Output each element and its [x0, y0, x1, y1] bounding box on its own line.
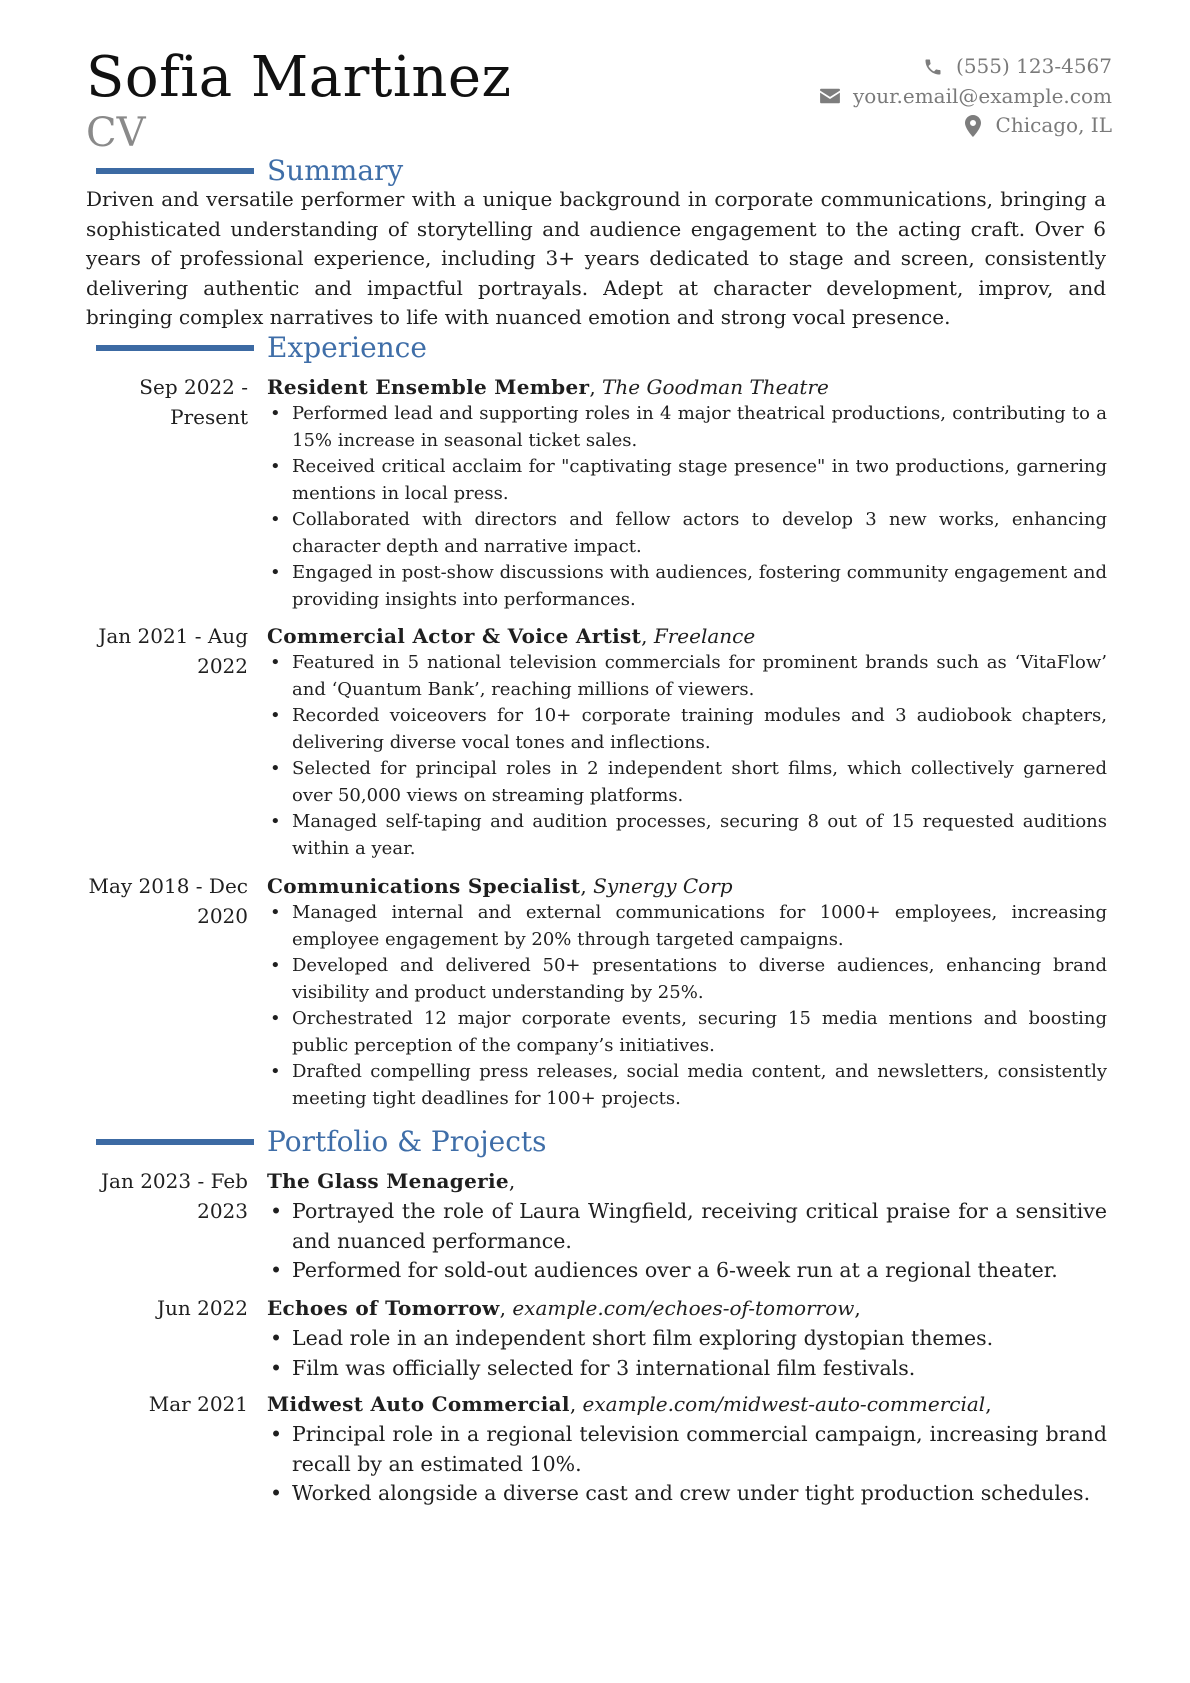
experience-section-header: [0, 328, 1190, 368]
project-title: Midwest Auto Commercial: [267, 1392, 570, 1416]
list-item: • Principal role in a regional television commercial campaign, increasing brand recall by an estimated 10%.: [267, 1420, 1107, 1479]
experience-org: The Goodman Theatre: [602, 375, 829, 399]
experience-heading: Resident Ensemble Member, The Goodman Theatre: [267, 375, 829, 399]
contact-block: [612, 52, 1112, 141]
list-item: • Selected for principal roles in 2 independent short films, which collectively garnered over 50,000 views on streaming platforms.: [267, 756, 1107, 809]
contact-phone-row: [612, 52, 1112, 82]
project-title: Echoes of Tomorrow: [267, 1296, 500, 1320]
project-heading: Midwest Auto Commercial, example.com/midwest-auto-commercial,: [267, 1392, 992, 1416]
document-subtitle: CV: [86, 110, 146, 156]
experience-org: Freelance: [653, 624, 756, 648]
section-accent-bar: [96, 1139, 254, 1145]
experience-date: May 2018 - Dec 2020: [88, 874, 248, 928]
experience-heading: Commercial Actor & Voice Artist, Freelance: [267, 624, 756, 648]
list-item: • Portrayed the role of Laura Wingfield, receiving critical praise for a sensitive and nuanced performance.: [267, 1197, 1107, 1256]
list-item: • Film was officially selected for 3 international film festivals.: [267, 1354, 1107, 1384]
list-item: • Engaged in post-show discussions with audiences, fostering community engagement and providing insights into performances.: [267, 560, 1107, 613]
list-item: • Received critical acclaim for "captivating stage presence" in two productions, garnering mentions in local press.: [267, 454, 1107, 507]
contact-location: Chicago, IL: [995, 113, 1112, 137]
experience-org: Synergy Corp: [593, 874, 733, 898]
list-item: • Managed internal and external communications for 1000+ employees, increasing employee engagement by 20% through targeted campaigns.: [267, 900, 1107, 953]
list-item: • Developed and delivered 50+ presentations to diverse audiences, enhancing brand visibility and product understanding by 25%.: [267, 953, 1107, 1006]
envelope-icon: [817, 87, 843, 105]
experience-role: Commercial Actor & Voice Artist: [267, 624, 642, 648]
phone-icon: [920, 57, 946, 77]
map-marker-icon: [960, 115, 986, 137]
contact-location-row: [612, 111, 1112, 141]
project-bullets: [267, 1324, 1107, 1383]
experience-date: Jan 2021 - Aug 2022: [98, 624, 248, 678]
list-item: • Performed lead and supporting roles in 4 major theatrical productions, contributing to a 15% increase in seasonal ticket sales.: [267, 401, 1107, 454]
project-link[interactable]: example.com/midwest-auto-commercial: [582, 1392, 986, 1416]
experience-role: Communications Specialist: [267, 874, 581, 898]
summary-text: Driven and versatile performer with a unique background in corporate communications, bringing a sophisticated understanding of storytelling and audience engagement to the acting craft. Over 6 years of professional experience, including 3+ years dedicated to stage and screen, consistently delivering authentic and impactful portrayals. Adept at character development, improv, and bringing complex narratives to life with nuanced emotion and strong vocal presence.: [86, 187, 1106, 329]
experience-bullets: [267, 900, 1107, 1112]
experience-heading: Communications Specialist, Synergy Corp: [267, 874, 733, 898]
project-date: Jan 2023 - Feb 2023: [101, 1169, 248, 1223]
section-title-experience: Experience: [267, 331, 427, 364]
list-item: • Worked alongside a diverse cast and crew under tight production schedules.: [267, 1479, 1107, 1509]
experience-role: Resident Ensemble Member: [267, 375, 590, 399]
section-title-summary: Summary: [267, 154, 404, 187]
project-title: The Glass Menagerie: [267, 1169, 509, 1193]
project-heading: The Glass Menagerie,: [267, 1169, 516, 1193]
list-item: • Collaborated with directors and fellow actors to develop 3 new works, enhancing character depth and narrative impact.: [267, 507, 1107, 560]
project-date: Jun 2022: [156, 1296, 248, 1320]
project-date: Mar 2021: [148, 1392, 248, 1416]
list-item: • Recorded voiceovers for 10+ corporate training modules and 3 audiobook chapters, delivering diverse vocal tones and inflections.: [267, 703, 1107, 756]
projects-section-header: [0, 1122, 1190, 1162]
section-title-projects: Portfolio & Projects: [267, 1125, 547, 1158]
project-bullets: [267, 1197, 1107, 1286]
project-link[interactable]: example.com/echoes-of-tomorrow: [512, 1296, 855, 1320]
contact-phone[interactable]: (555) 123-4567: [956, 54, 1112, 78]
experience-date: Sep 2022 - Present: [139, 375, 248, 429]
contact-email[interactable]: your.email@example.com: [852, 83, 1112, 108]
contact-email-row: [612, 82, 1112, 112]
list-item: • Managed self-taping and audition processes, securing 8 out of 15 requested auditions within a year.: [267, 809, 1107, 862]
experience-bullets: [267, 401, 1107, 613]
section-accent-bar: [96, 345, 254, 351]
section-accent-bar: [96, 168, 254, 174]
list-item: • Featured in 5 national television commercials for prominent brands such as ‘VitaFlow’ and ‘Quantum Bank’, reaching millions of viewers.: [267, 650, 1107, 703]
list-item: • Orchestrated 12 major corporate events, securing 15 media mentions and boosting public perception of the company’s initiatives.: [267, 1006, 1107, 1059]
list-item: • Lead role in an independent short film exploring dystopian themes.: [267, 1324, 1107, 1354]
project-heading: Echoes of Tomorrow, example.com/echoes-of-tomorrow,: [267, 1296, 861, 1320]
list-item: • Performed for sold-out audiences over a 6-week run at a regional theater.: [267, 1256, 1107, 1286]
candidate-name: Sofia Martinez: [86, 45, 512, 110]
experience-bullets: [267, 650, 1107, 862]
list-item: • Drafted compelling press releases, social media content, and newsletters, consistently meeting tight deadlines for 100+ projects.: [267, 1059, 1107, 1112]
project-bullets: [267, 1420, 1107, 1509]
